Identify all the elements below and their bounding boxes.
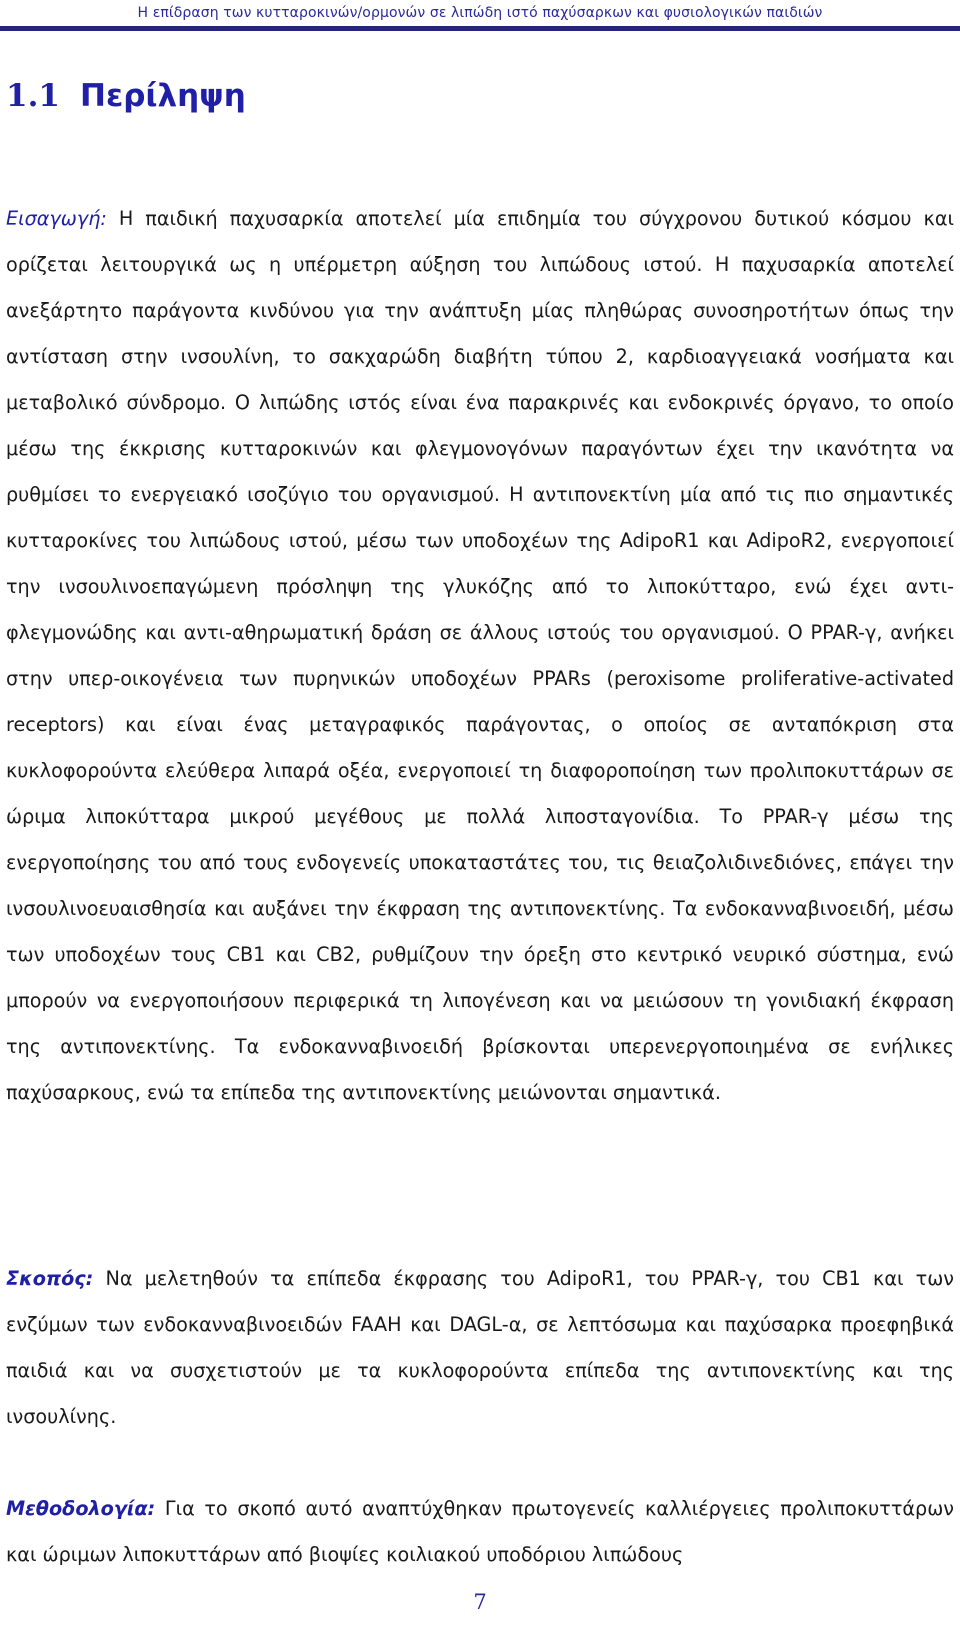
aim-label: Σκοπός: (6, 1267, 94, 1290)
method-label: Μεθοδολογία: (6, 1497, 156, 1520)
section-number: 1.1 (6, 78, 60, 114)
header-rule (0, 26, 960, 31)
page-number: 7 (473, 1590, 487, 1614)
intro-paragraph (6, 196, 954, 1116)
intro-text: Η παιδική παχυσαρκία αποτελεί μία επιδημία του σύγχρονου δυτικού κόσμου και ορίζεται λειτουργικά ως η υπέρμετρη αύξηση του λιπώδους ιστού. Η παχυσαρκία αποτελεί ανεξάρτητο παράγοντα κινδύνου για την ανάπτυξη μίας πληθώρας συνοσηροτήτων όπως την αντίσταση στην ινσουλίνη, το σακχαρώδη διαβήτη τύπου 2, καρδιοαγγειακά νοσήματα και μεταβολικό σύνδρομο. Ο λιπώδης ιστός είναι ένα παρακρινές και ενδοκρινές όργανο, το οποίο μέσω της έκκρισης κυτταροκινών και φλεγμονογόνων παραγόντων έχει την ικανότητα να ρυθμίσει το ενεργειακό ισοζύγιο του οργανισμού. Η αντιπονεκτίνη μία από τις πιο σημαντικές κυτταροκίνες του λιπώδους ιστού, μέσω των υποδοχέων της AdipoR1 και AdipoR2, ενεργοποιεί την ινσουλινοεπαγώμενη πρόσληψη της γλυκόζης από το λιποκύτταρο, ενώ έχει αντι-φλεγμονώδης και αντι-αθηρωματική δράση σε άλλους ιστούς του οργανισμού. Ο PPAR-γ, ανήκει στην υπερ-οικογένεια των πυρηνικών υποδοχέων PPARs (peroxisome proliferative-activated receptors) και είναι ένας μεταγραφικός παράγοντας, ο οποίος σε ανταπόκριση στα κυκλοφορούντα ελεύθερα λιπαρά οξέα, ενεργοποιεί τη διαφοροποίηση των προλιποκυττάρων σε ώριμα λιποκύτταρα μικρού μεγέθους με πολλά λιποσταγονίδια. Το PPAR-γ μέσω της ενεργοποίησης του από τους ενδογενείς υποκαταστάτες του, τις θειαζολιδινεδιόνες, επάγει την ινσουλινοευαισθησία και αυξάνει την έκφραση της αντιπονεκτίνης. Τα ενδοκανναβινοειδή, μέσω των υποδοχέων τους CB1 και CB2, ρυθμίζουν την όρεξη στο κεντρικό νευρικό σύστημα, ενώ μπορούν να ενεργοποιήσουν περιφερικά τη λιπογένεση και να μειώσουν τη γονιδιακή έκφραση της αντιπονεκτίνης. Τα ενδοκανναβινοειδή βρίσκονται υπερενεργοποιημένα σε ενήλικες παχύσαρκους, ενώ τα επίπεδα της αντιπονεκτίνης μειώνονται σημαντικά. (6, 207, 954, 1104)
section-title (6, 78, 246, 114)
section-heading-text: Περίληψη (80, 78, 246, 114)
method-text: Για το σκοπό αυτό αναπτύχθηκαν πρωτογενείς καλλιέργειες προλιποκυττάρων και ώριμων λιποκυττάρων από βιοψίες κοιλιακού υποδόριου λιπώδους (6, 1497, 954, 1566)
aim-text: Να μελετηθούν τα επίπεδα έκφρασης του AdipoR1, του PPAR-γ, του CB1 και των ενζύμων των ενδοκανναβινοειδών FAAH και DAGL-α, σε λεπτόσωμα και παχύσαρκα προεφηβικά παιδιά και να συσχετιστούν με τα κυκλοφορούντα επίπεδα της αντιπονεκτίνης και της ινσουλίνης. (6, 1267, 954, 1428)
intro-label: Εισαγωγή: (6, 207, 107, 230)
method-paragraph (6, 1486, 954, 1578)
running-header: Η επίδραση των κυτταροκινών/ορμονών σε λιπώδη ιστό παχύσαρκων και φυσιολογικών παιδιών (137, 5, 823, 21)
aim-paragraph (6, 1256, 954, 1440)
